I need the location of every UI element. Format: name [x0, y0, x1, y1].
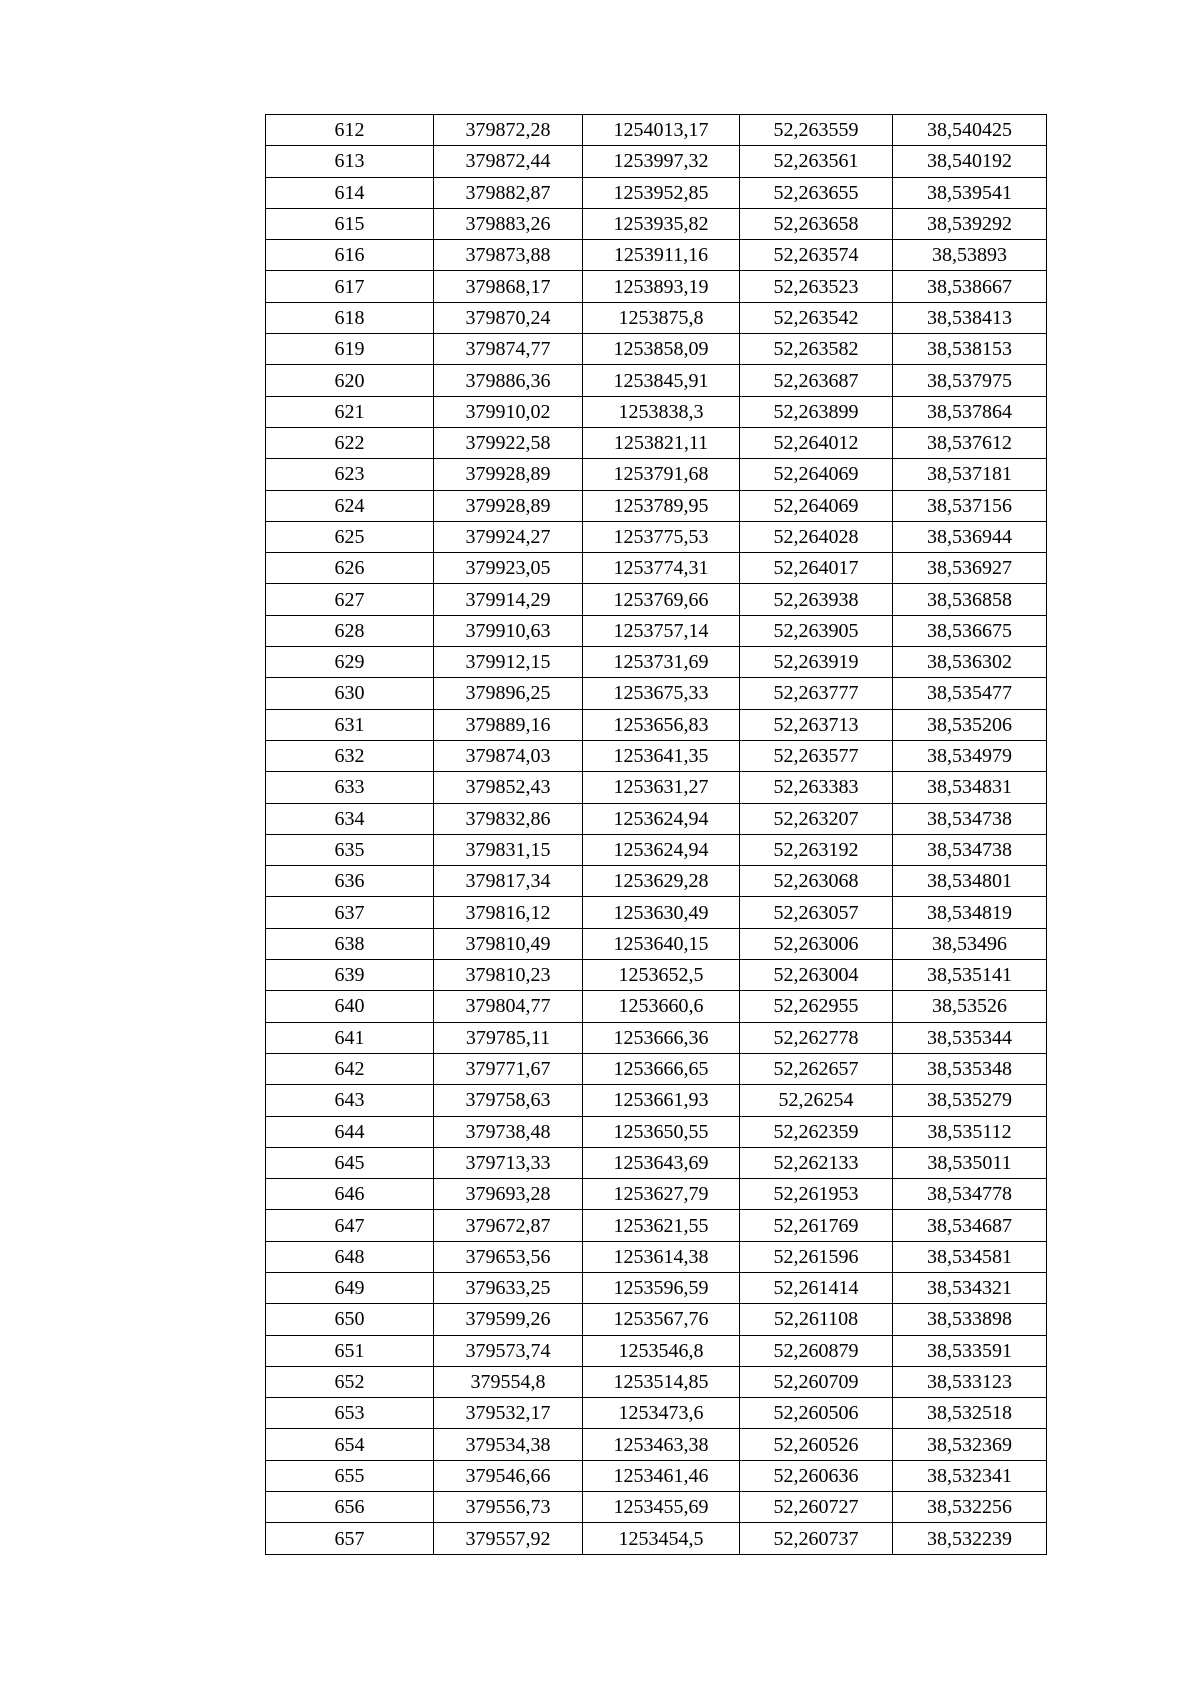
longitude-cell: 38,537181 [893, 459, 1047, 490]
table-row [266, 553, 1047, 584]
y-coordinate-cell: 1253624,94 [583, 834, 740, 865]
latitude-cell: 52,264069 [740, 459, 893, 490]
point-number-cell: 618 [266, 302, 434, 333]
latitude-cell: 52,261596 [740, 1241, 893, 1272]
y-coordinate-cell: 1253455,69 [583, 1492, 740, 1523]
latitude-cell: 52,263905 [740, 615, 893, 646]
table-row [266, 834, 1047, 865]
x-coordinate-cell: 379653,56 [434, 1241, 583, 1272]
table-row [266, 866, 1047, 897]
point-number-cell: 617 [266, 271, 434, 302]
latitude-cell: 52,264017 [740, 553, 893, 584]
point-number-cell: 642 [266, 1053, 434, 1084]
x-coordinate-cell: 379738,48 [434, 1116, 583, 1147]
longitude-cell: 38,53526 [893, 991, 1047, 1022]
x-coordinate-cell: 379874,77 [434, 334, 583, 365]
y-coordinate-cell: 1253666,36 [583, 1022, 740, 1053]
y-coordinate-cell: 1253875,8 [583, 302, 740, 333]
latitude-cell: 52,263919 [740, 647, 893, 678]
x-coordinate-cell: 379573,74 [434, 1335, 583, 1366]
latitude-cell: 52,261414 [740, 1272, 893, 1303]
y-coordinate-cell: 1253463,38 [583, 1429, 740, 1460]
x-coordinate-cell: 379758,63 [434, 1085, 583, 1116]
longitude-cell: 38,534581 [893, 1241, 1047, 1272]
table-row [266, 1523, 1047, 1554]
longitude-cell: 38,532256 [893, 1492, 1047, 1523]
longitude-cell: 38,53496 [893, 928, 1047, 959]
latitude-cell: 52,260737 [740, 1523, 893, 1554]
longitude-cell: 38,534819 [893, 897, 1047, 928]
latitude-cell: 52,260879 [740, 1335, 893, 1366]
latitude-cell: 52,261108 [740, 1304, 893, 1335]
point-number-cell: 635 [266, 834, 434, 865]
y-coordinate-cell: 1253546,8 [583, 1335, 740, 1366]
table-row [266, 1241, 1047, 1272]
point-number-cell: 612 [266, 115, 434, 146]
longitude-cell: 38,532369 [893, 1429, 1047, 1460]
point-number-cell: 636 [266, 866, 434, 897]
point-number-cell: 652 [266, 1366, 434, 1397]
latitude-cell: 52,264028 [740, 521, 893, 552]
latitude-cell: 52,26254 [740, 1085, 893, 1116]
x-coordinate-cell: 379914,29 [434, 584, 583, 615]
x-coordinate-cell: 379599,26 [434, 1304, 583, 1335]
latitude-cell: 52,263192 [740, 834, 893, 865]
y-coordinate-cell: 1253845,91 [583, 365, 740, 396]
y-coordinate-cell: 1253640,15 [583, 928, 740, 959]
point-number-cell: 630 [266, 678, 434, 709]
longitude-cell: 38,535279 [893, 1085, 1047, 1116]
point-number-cell: 624 [266, 490, 434, 521]
latitude-cell: 52,261953 [740, 1179, 893, 1210]
point-number-cell: 644 [266, 1116, 434, 1147]
y-coordinate-cell: 1253893,19 [583, 271, 740, 302]
longitude-cell: 38,536675 [893, 615, 1047, 646]
table-row [266, 1179, 1047, 1210]
latitude-cell: 52,262133 [740, 1147, 893, 1178]
y-coordinate-cell: 1253774,31 [583, 553, 740, 584]
x-coordinate-cell: 379868,17 [434, 271, 583, 302]
longitude-cell: 38,540192 [893, 146, 1047, 177]
latitude-cell: 52,262359 [740, 1116, 893, 1147]
longitude-cell: 38,535206 [893, 709, 1047, 740]
latitude-cell: 52,262657 [740, 1053, 893, 1084]
point-number-cell: 655 [266, 1460, 434, 1491]
point-number-cell: 615 [266, 208, 434, 239]
y-coordinate-cell: 1253791,68 [583, 459, 740, 490]
latitude-cell: 52,263057 [740, 897, 893, 928]
longitude-cell: 38,53893 [893, 240, 1047, 271]
x-coordinate-cell: 379874,03 [434, 740, 583, 771]
table-row [266, 740, 1047, 771]
y-coordinate-cell: 1253650,55 [583, 1116, 740, 1147]
y-coordinate-cell: 1253631,27 [583, 772, 740, 803]
x-coordinate-cell: 379924,27 [434, 521, 583, 552]
x-coordinate-cell: 379785,11 [434, 1022, 583, 1053]
longitude-cell: 38,534979 [893, 740, 1047, 771]
point-number-cell: 613 [266, 146, 434, 177]
table-row [266, 521, 1047, 552]
table-row [266, 897, 1047, 928]
latitude-cell: 52,262955 [740, 991, 893, 1022]
latitude-cell: 52,263713 [740, 709, 893, 740]
point-number-cell: 649 [266, 1272, 434, 1303]
y-coordinate-cell: 1253997,32 [583, 146, 740, 177]
latitude-cell: 52,264012 [740, 427, 893, 458]
longitude-cell: 38,537156 [893, 490, 1047, 521]
y-coordinate-cell: 1253769,66 [583, 584, 740, 615]
longitude-cell: 38,533898 [893, 1304, 1047, 1335]
point-number-cell: 614 [266, 177, 434, 208]
y-coordinate-cell: 1253660,6 [583, 991, 740, 1022]
table-row [266, 1022, 1047, 1053]
table-row [266, 584, 1047, 615]
x-coordinate-cell: 379872,44 [434, 146, 583, 177]
longitude-cell: 38,532341 [893, 1460, 1047, 1491]
x-coordinate-cell: 379886,36 [434, 365, 583, 396]
y-coordinate-cell: 1253514,85 [583, 1366, 740, 1397]
y-coordinate-cell: 1253624,94 [583, 803, 740, 834]
table-row [266, 772, 1047, 803]
y-coordinate-cell: 1253643,69 [583, 1147, 740, 1178]
point-number-cell: 620 [266, 365, 434, 396]
x-coordinate-cell: 379810,49 [434, 928, 583, 959]
x-coordinate-cell: 379693,28 [434, 1179, 583, 1210]
point-number-cell: 653 [266, 1398, 434, 1429]
longitude-cell: 38,535348 [893, 1053, 1047, 1084]
longitude-cell: 38,534321 [893, 1272, 1047, 1303]
point-number-cell: 638 [266, 928, 434, 959]
longitude-cell: 38,534831 [893, 772, 1047, 803]
latitude-cell: 52,263658 [740, 208, 893, 239]
longitude-cell: 38,535141 [893, 960, 1047, 991]
latitude-cell: 52,263687 [740, 365, 893, 396]
point-number-cell: 650 [266, 1304, 434, 1335]
y-coordinate-cell: 1253757,14 [583, 615, 740, 646]
table-row [266, 991, 1047, 1022]
latitude-cell: 52,263068 [740, 866, 893, 897]
longitude-cell: 38,539292 [893, 208, 1047, 239]
point-number-cell: 639 [266, 960, 434, 991]
y-coordinate-cell: 1253656,83 [583, 709, 740, 740]
y-coordinate-cell: 1253614,38 [583, 1241, 740, 1272]
latitude-cell: 52,263561 [740, 146, 893, 177]
y-coordinate-cell: 1253789,95 [583, 490, 740, 521]
coordinates-table-body [266, 115, 1047, 1555]
longitude-cell: 38,537612 [893, 427, 1047, 458]
x-coordinate-cell: 379923,05 [434, 553, 583, 584]
table-row [266, 1147, 1047, 1178]
table-row [266, 1492, 1047, 1523]
point-number-cell: 651 [266, 1335, 434, 1366]
point-number-cell: 625 [266, 521, 434, 552]
point-number-cell: 645 [266, 1147, 434, 1178]
x-coordinate-cell: 379557,92 [434, 1523, 583, 1554]
latitude-cell: 52,263207 [740, 803, 893, 834]
x-coordinate-cell: 379672,87 [434, 1210, 583, 1241]
latitude-cell: 52,263004 [740, 960, 893, 991]
longitude-cell: 38,540425 [893, 115, 1047, 146]
x-coordinate-cell: 379896,25 [434, 678, 583, 709]
coordinates-table [265, 114, 1047, 1555]
x-coordinate-cell: 379872,28 [434, 115, 583, 146]
point-number-cell: 654 [266, 1429, 434, 1460]
table-row [266, 208, 1047, 239]
point-number-cell: 646 [266, 1179, 434, 1210]
x-coordinate-cell: 379910,02 [434, 396, 583, 427]
table-row [266, 678, 1047, 709]
table-row [266, 1116, 1047, 1147]
point-number-cell: 643 [266, 1085, 434, 1116]
latitude-cell: 52,263559 [740, 115, 893, 146]
x-coordinate-cell: 379889,16 [434, 709, 583, 740]
y-coordinate-cell: 1253858,09 [583, 334, 740, 365]
longitude-cell: 38,533591 [893, 1335, 1047, 1366]
latitude-cell: 52,263523 [740, 271, 893, 302]
y-coordinate-cell: 1253652,5 [583, 960, 740, 991]
point-number-cell: 628 [266, 615, 434, 646]
y-coordinate-cell: 1253454,5 [583, 1523, 740, 1554]
point-number-cell: 619 [266, 334, 434, 365]
table-row [266, 115, 1047, 146]
longitude-cell: 38,535477 [893, 678, 1047, 709]
point-number-cell: 637 [266, 897, 434, 928]
table-row [266, 1460, 1047, 1491]
point-number-cell: 627 [266, 584, 434, 615]
y-coordinate-cell: 1253935,82 [583, 208, 740, 239]
point-number-cell: 640 [266, 991, 434, 1022]
longitude-cell: 38,536858 [893, 584, 1047, 615]
table-row [266, 1210, 1047, 1241]
table-row [266, 177, 1047, 208]
table-row [266, 490, 1047, 521]
longitude-cell: 38,536927 [893, 553, 1047, 584]
table-row [266, 960, 1047, 991]
x-coordinate-cell: 379554,8 [434, 1366, 583, 1397]
y-coordinate-cell: 1253621,55 [583, 1210, 740, 1241]
x-coordinate-cell: 379633,25 [434, 1272, 583, 1303]
x-coordinate-cell: 379532,17 [434, 1398, 583, 1429]
table-row [266, 647, 1047, 678]
x-coordinate-cell: 379816,12 [434, 897, 583, 928]
longitude-cell: 38,538153 [893, 334, 1047, 365]
longitude-cell: 38,532239 [893, 1523, 1047, 1554]
point-number-cell: 626 [266, 553, 434, 584]
x-coordinate-cell: 379810,23 [434, 960, 583, 991]
table-row [266, 240, 1047, 271]
table-row [266, 396, 1047, 427]
table-row [266, 1304, 1047, 1335]
x-coordinate-cell: 379910,63 [434, 615, 583, 646]
table-row [266, 146, 1047, 177]
longitude-cell: 38,532518 [893, 1398, 1047, 1429]
x-coordinate-cell: 379546,66 [434, 1460, 583, 1491]
longitude-cell: 38,537864 [893, 396, 1047, 427]
y-coordinate-cell: 1254013,17 [583, 115, 740, 146]
point-number-cell: 648 [266, 1241, 434, 1272]
latitude-cell: 52,263938 [740, 584, 893, 615]
x-coordinate-cell: 379713,33 [434, 1147, 583, 1178]
longitude-cell: 38,538413 [893, 302, 1047, 333]
table-row [266, 1398, 1047, 1429]
y-coordinate-cell: 1253821,11 [583, 427, 740, 458]
x-coordinate-cell: 379928,89 [434, 490, 583, 521]
point-number-cell: 622 [266, 427, 434, 458]
latitude-cell: 52,260526 [740, 1429, 893, 1460]
x-coordinate-cell: 379870,24 [434, 302, 583, 333]
x-coordinate-cell: 379922,58 [434, 427, 583, 458]
longitude-cell: 38,533123 [893, 1366, 1047, 1397]
point-number-cell: 634 [266, 803, 434, 834]
longitude-cell: 38,534687 [893, 1210, 1047, 1241]
y-coordinate-cell: 1253952,85 [583, 177, 740, 208]
y-coordinate-cell: 1253666,65 [583, 1053, 740, 1084]
point-number-cell: 632 [266, 740, 434, 771]
latitude-cell: 52,260636 [740, 1460, 893, 1491]
latitude-cell: 52,263006 [740, 928, 893, 959]
y-coordinate-cell: 1253731,69 [583, 647, 740, 678]
latitude-cell: 52,263542 [740, 302, 893, 333]
x-coordinate-cell: 379928,89 [434, 459, 583, 490]
longitude-cell: 38,535112 [893, 1116, 1047, 1147]
longitude-cell: 38,539541 [893, 177, 1047, 208]
x-coordinate-cell: 379556,73 [434, 1492, 583, 1523]
latitude-cell: 52,263582 [740, 334, 893, 365]
table-row [266, 1335, 1047, 1366]
table-row [266, 334, 1047, 365]
latitude-cell: 52,261769 [740, 1210, 893, 1241]
y-coordinate-cell: 1253675,33 [583, 678, 740, 709]
y-coordinate-cell: 1253473,6 [583, 1398, 740, 1429]
x-coordinate-cell: 379771,67 [434, 1053, 583, 1084]
y-coordinate-cell: 1253641,35 [583, 740, 740, 771]
point-number-cell: 633 [266, 772, 434, 803]
x-coordinate-cell: 379817,34 [434, 866, 583, 897]
table-row [266, 1272, 1047, 1303]
longitude-cell: 38,534738 [893, 803, 1047, 834]
latitude-cell: 52,263383 [740, 772, 893, 803]
longitude-cell: 38,534738 [893, 834, 1047, 865]
y-coordinate-cell: 1253627,79 [583, 1179, 740, 1210]
y-coordinate-cell: 1253661,93 [583, 1085, 740, 1116]
point-number-cell: 631 [266, 709, 434, 740]
y-coordinate-cell: 1253629,28 [583, 866, 740, 897]
longitude-cell: 38,535344 [893, 1022, 1047, 1053]
point-number-cell: 647 [266, 1210, 434, 1241]
y-coordinate-cell: 1253630,49 [583, 897, 740, 928]
x-coordinate-cell: 379804,77 [434, 991, 583, 1022]
latitude-cell: 52,263655 [740, 177, 893, 208]
x-coordinate-cell: 379852,43 [434, 772, 583, 803]
y-coordinate-cell: 1253775,53 [583, 521, 740, 552]
latitude-cell: 52,263777 [740, 678, 893, 709]
point-number-cell: 629 [266, 647, 434, 678]
x-coordinate-cell: 379873,88 [434, 240, 583, 271]
y-coordinate-cell: 1253838,3 [583, 396, 740, 427]
latitude-cell: 52,263899 [740, 396, 893, 427]
table-row [266, 803, 1047, 834]
table-row [266, 271, 1047, 302]
table-row [266, 1429, 1047, 1460]
table-row [266, 1366, 1047, 1397]
table-row [266, 302, 1047, 333]
point-number-cell: 616 [266, 240, 434, 271]
y-coordinate-cell: 1253461,46 [583, 1460, 740, 1491]
x-coordinate-cell: 379882,87 [434, 177, 583, 208]
x-coordinate-cell: 379534,38 [434, 1429, 583, 1460]
x-coordinate-cell: 379912,15 [434, 647, 583, 678]
latitude-cell: 52,260727 [740, 1492, 893, 1523]
table-row [266, 365, 1047, 396]
y-coordinate-cell: 1253567,76 [583, 1304, 740, 1335]
point-number-cell: 656 [266, 1492, 434, 1523]
point-number-cell: 657 [266, 1523, 434, 1554]
longitude-cell: 38,534801 [893, 866, 1047, 897]
table-row [266, 1085, 1047, 1116]
latitude-cell: 52,260506 [740, 1398, 893, 1429]
table-row [266, 615, 1047, 646]
latitude-cell: 52,260709 [740, 1366, 893, 1397]
latitude-cell: 52,264069 [740, 490, 893, 521]
table-row [266, 459, 1047, 490]
x-coordinate-cell: 379832,86 [434, 803, 583, 834]
latitude-cell: 52,263574 [740, 240, 893, 271]
table-row [266, 427, 1047, 458]
point-number-cell: 623 [266, 459, 434, 490]
x-coordinate-cell: 379831,15 [434, 834, 583, 865]
table-row [266, 928, 1047, 959]
x-coordinate-cell: 379883,26 [434, 208, 583, 239]
longitude-cell: 38,536944 [893, 521, 1047, 552]
longitude-cell: 38,537975 [893, 365, 1047, 396]
table-row [266, 709, 1047, 740]
point-number-cell: 621 [266, 396, 434, 427]
latitude-cell: 52,262778 [740, 1022, 893, 1053]
longitude-cell: 38,538667 [893, 271, 1047, 302]
y-coordinate-cell: 1253596,59 [583, 1272, 740, 1303]
longitude-cell: 38,535011 [893, 1147, 1047, 1178]
latitude-cell: 52,263577 [740, 740, 893, 771]
table-row [266, 1053, 1047, 1084]
longitude-cell: 38,534778 [893, 1179, 1047, 1210]
longitude-cell: 38,536302 [893, 647, 1047, 678]
point-number-cell: 641 [266, 1022, 434, 1053]
y-coordinate-cell: 1253911,16 [583, 240, 740, 271]
